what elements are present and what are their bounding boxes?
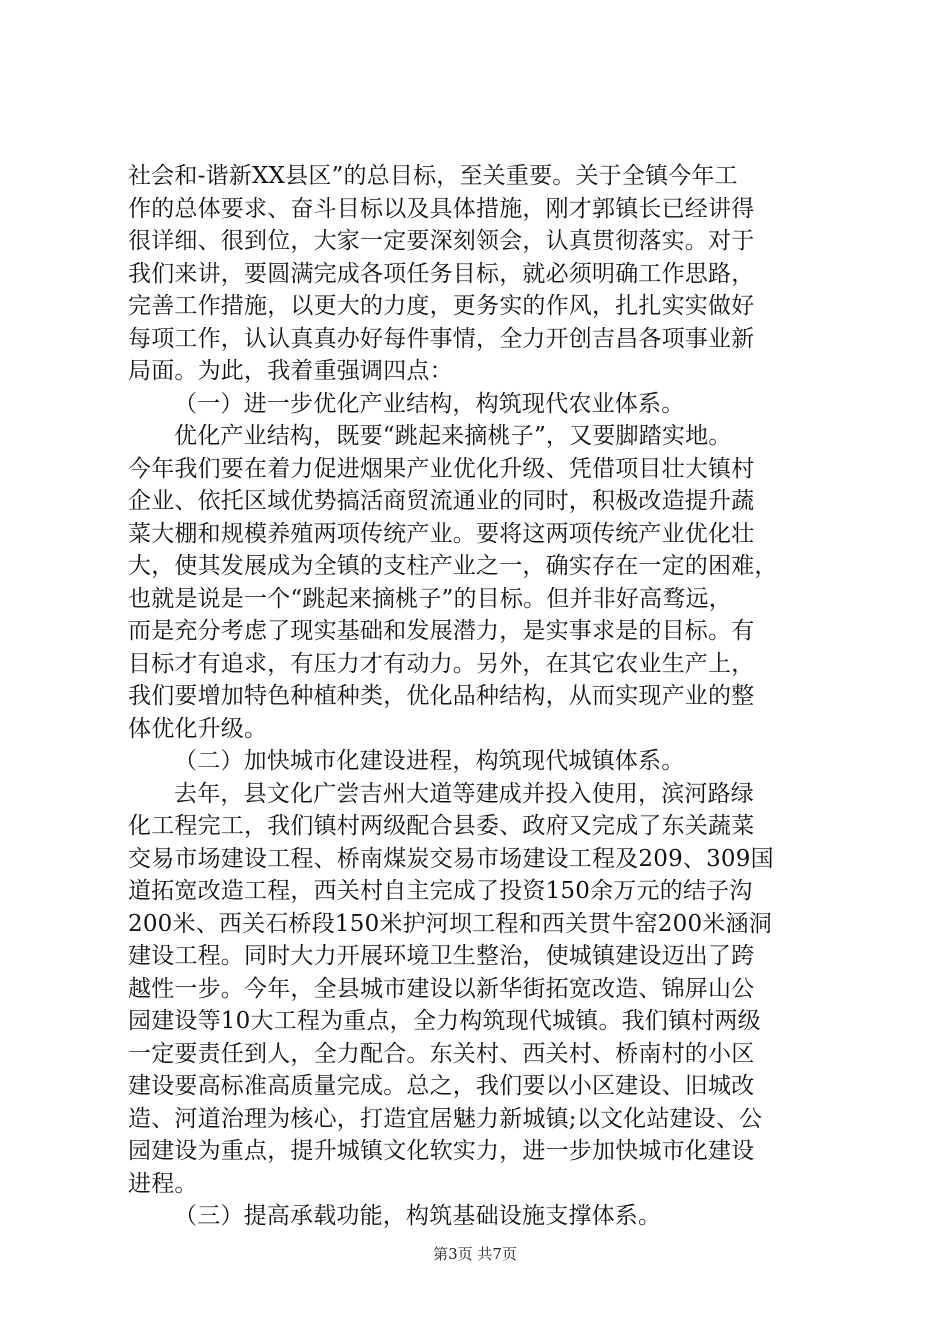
text-line: 200米、西关石桥段150米护河坝工程和西关贯牛窑200米涵洞 [128,910,772,937]
paragraph-start: 去年，县文化广尝吉州大道等建成并投入使用，滨河路绿 [174,780,754,807]
text-line: 园建设等10大工程为重点，全力构筑现代城镇。我们镇村两级 [128,1008,761,1034]
text-line: 局面。为此，我着重强调四点： [128,358,453,384]
text-line: 作的总体要求、奋斗目标以及具体措施，刚才郭镇长已经讲得 [128,195,755,222]
text-line: 我们来讲，要圆满完成各项任务目标，就必须明确工作思路， [128,260,755,287]
text-line: 大，使其发展成为全镇的支柱产业之一，确实存在一定的困难， [128,553,778,579]
text-line: 每项工作，认认真真办好每件事情，全力开创吉昌各项事业新 [128,325,755,352]
section-heading-2: （二）加快城市化建设进程，构筑现代城镇体系。 [174,748,685,774]
text-line: 道拓宽改造工程，西关村自主完成了投资150余万元的结子沟 [128,878,753,904]
text-line: 交易市场建设工程、桥南煤炭交易市场建设工程及209、309国 [128,845,774,872]
text-line: 也就是说是一个“跳起来摘桃子”的目标。但并非好高骛远， [128,585,732,612]
text-line: 建设要高标准高质量完成。总之，我们要以小区建设、旧城改 [128,1073,755,1099]
text-line: 越性一步。今年，全县城市建设以新华街拓宽改造、锦屏山公 [128,975,755,1002]
text-line: 企业、依托区域优势搞活商贸流通业的同时，积极改造提升蔬 [128,488,755,514]
text-line: 社会和-谐新XX县区”的总目标，至关重要。关于全镇今年工 [128,163,738,189]
section-heading-3: （三）提高承载功能，构筑基础设施支撑体系。 [174,1203,662,1229]
paragraph-start: 优化产业结构，既要“跳起来摘桃子”，又要脚踏实地。 [174,423,732,449]
page-number-footer: 第3页 共7页 [433,1245,517,1263]
text-line: 进程。 [128,1170,198,1197]
text-line: 很详细、很到位，大家一定要深刻领会，认真贯彻落实。对于 [128,228,755,254]
text-line: 造、河道治理为核心，打造宜居魅力新城镇;以文化站建设、公 [128,1105,763,1132]
text-line: 建设工程。同时大力开展环境卫生整治，使城镇建设迈出了跨 [128,943,755,969]
text-line: 一定要责任到人，全力配合。东关村、西关村、桥南村的小区 [128,1040,755,1067]
text-line: 菜大棚和规模养殖两项传统产业。要将这两项传统产业优化壮 [128,520,755,547]
text-line: 目标才有追求，有压力才有动力。另外，在其它农业生产上， [128,650,755,677]
text-line: 而是充分考虑了现实基础和发展潜力，是实事求是的目标。有 [128,618,755,644]
document-body [128,160,828,1233]
text-line: 我们要增加特色种植种类，优化品种结构，从而实现产业的整 [128,683,755,709]
text-line: 今年我们要在着力促进烟果产业优化升级、凭借项目壮大镇村 [128,455,755,482]
text-line: 完善工作措施，以更大的力度，更务实的作风，扎扎实实做好 [128,293,755,319]
text-line: 体优化升级。 [128,715,268,742]
section-heading-1: （一）进一步优化产业结构，构筑现代农业体系。 [174,390,685,417]
text-line: 园建设为重点，提升城镇文化软实力，进一步加快城市化建设 [128,1138,755,1164]
text-line: 化工程完工，我们镇村两级配合县委、政府又完成了东关蔬菜 [128,813,755,839]
